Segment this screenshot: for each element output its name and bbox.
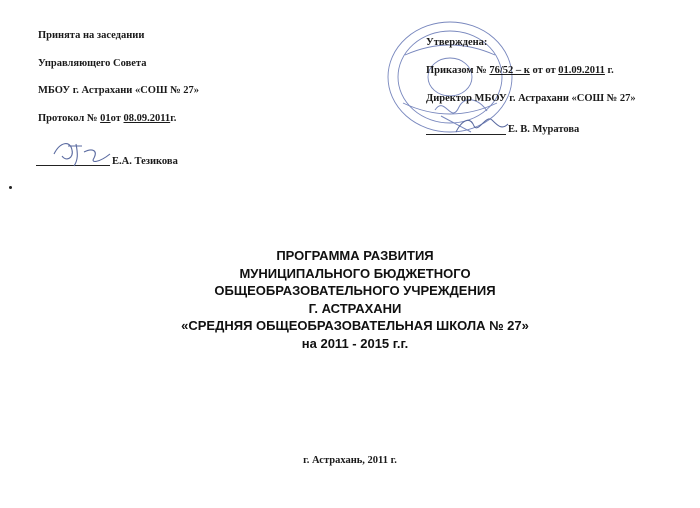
approval-left-line2: Управляющего Совета: [38, 58, 147, 69]
order-line: [426, 66, 614, 77]
title-line6: на 2011 - 2015 г.г.: [301, 335, 409, 351]
protocol-suffix: г.: [170, 113, 177, 124]
signer-left: Е.А. Тезикова: [112, 156, 178, 167]
title-line5: «СРЕДНЯЯ ОБЩЕОБРАЗОВАТЕЛЬНАЯ ШКОЛА № 27»: [181, 318, 529, 334]
approved-label: Утверждена:: [426, 37, 488, 48]
protocol-prefix: Протокол №: [38, 113, 101, 124]
order-suffix: г.: [604, 65, 614, 76]
signer-right: Е. В. Муратова: [508, 124, 580, 135]
approval-left-line3: МБОУ г. Астрахани «СОШ № 27»: [38, 85, 200, 96]
title-line3: ОБЩЕОБРАЗОВАТЕЛЬНОГО УЧРЕЖДЕНИЯ: [214, 283, 496, 299]
protocol-number: 01: [100, 113, 111, 124]
order-prefix: Приказом №: [426, 65, 490, 76]
protocol-mid: от: [110, 113, 124, 124]
director-title: Директор МБОУ г. Астрахани «СОШ № 27»: [426, 93, 636, 104]
ink-speck: [9, 186, 12, 189]
order-number: 76/52 – к: [489, 65, 530, 76]
signature-left-image: [48, 136, 118, 170]
order-mid: от от: [529, 65, 559, 76]
program-title: [120, 247, 590, 353]
protocol-date: 08.09.2011: [123, 113, 171, 124]
signature-right-image: [452, 110, 512, 138]
approval-left-line1: Принята на заседании: [38, 30, 145, 41]
approval-right-block: [380, 0, 700, 180]
title-line4: Г. АСТРАХАНИ: [308, 300, 402, 316]
place-year: г. Астрахань, 2011 г.: [303, 455, 397, 466]
order-date: 01.09.2011: [558, 65, 605, 76]
title-line1: ПРОГРАММА РАЗВИТИЯ: [276, 248, 434, 263]
approval-left-block: [0, 0, 320, 180]
title-line2: МУНИЦИПАЛЬНОГО БЮДЖЕТНОГО: [239, 265, 471, 281]
protocol-line: [38, 114, 176, 125]
